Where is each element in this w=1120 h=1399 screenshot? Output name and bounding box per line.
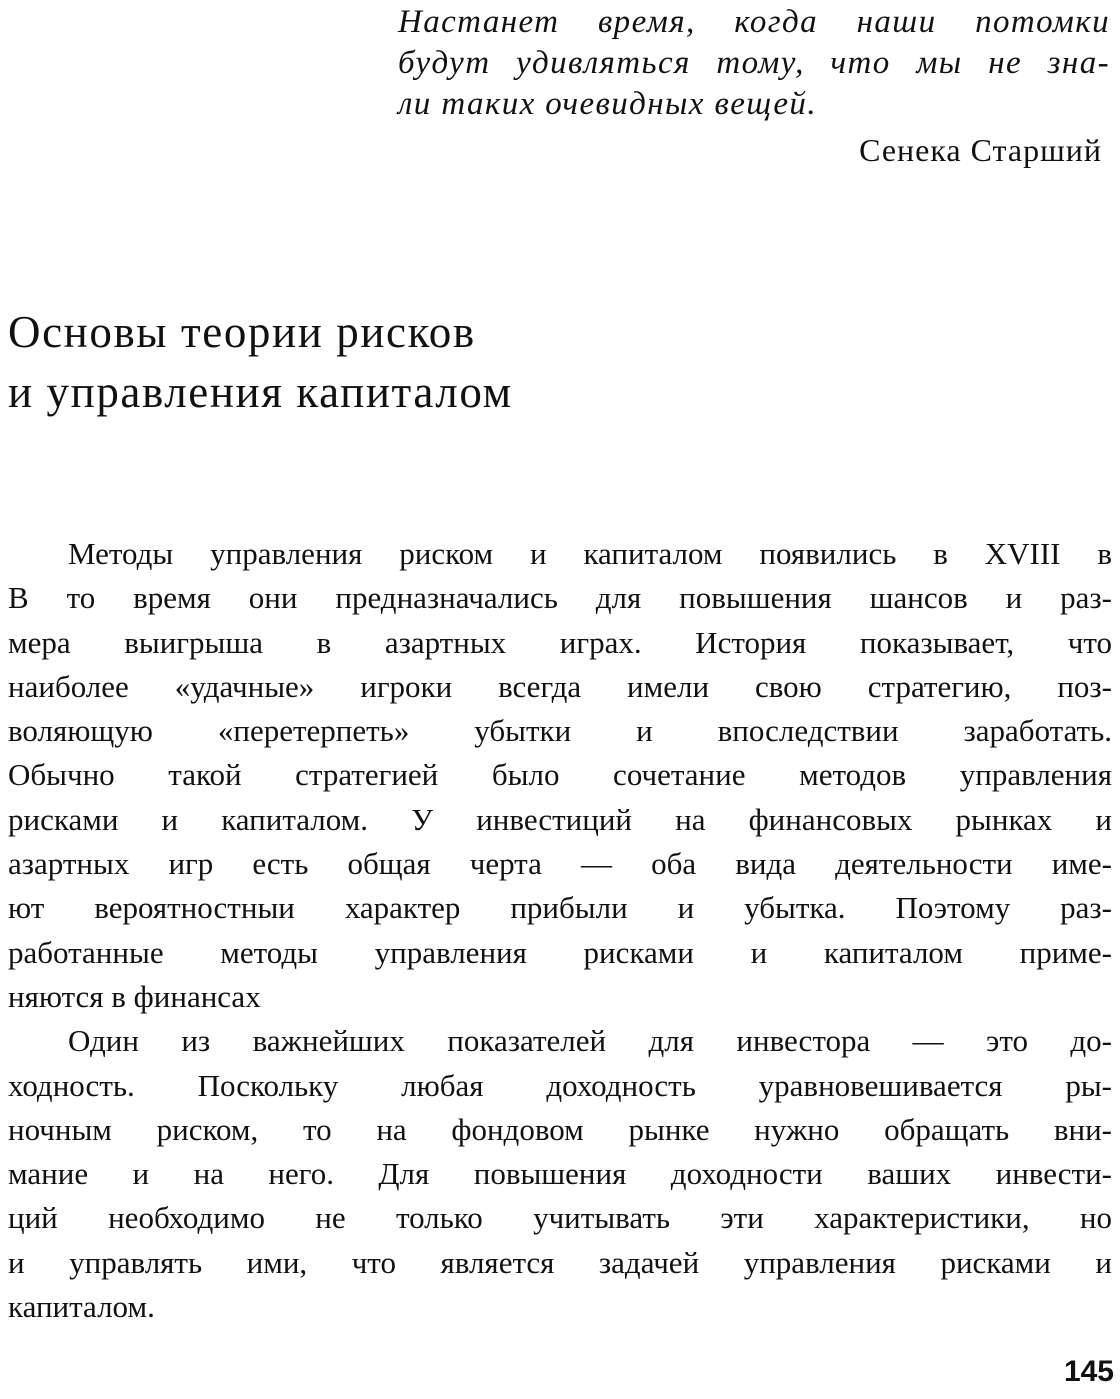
text-line: мера выигрыша в азартных играх. История показывает, что	[8, 624, 1112, 660]
text-line: В то время они предназначались для повышения шансов и раз-	[8, 580, 1112, 616]
epigraph-author: Сенека Старший	[859, 132, 1102, 168]
text-line: мание и на него. Для повышения доходности ваших инвести-	[8, 1156, 1112, 1192]
page-number: 145	[1063, 1355, 1114, 1388]
text-line: рисками и капиталом. У инвестиций на финансовых рынках и	[8, 801, 1112, 837]
text-line: азартных игр есть общая черта — оба вида деятельности име-	[8, 846, 1112, 882]
text-line: ночным риском, то на фондовом рынке нужно обращать вни-	[8, 1111, 1112, 1147]
text-line: капиталом.	[8, 1289, 155, 1325]
text-line: наиболее «удачные» игроки всегда имели свою стратегию, поз-	[8, 668, 1112, 704]
text-line: Один из важнейших показателей для инвестора — это до-	[68, 1023, 1112, 1059]
text-line: ют вероятностныи характер прибыли и убытка. Поэтому раз-	[8, 890, 1112, 926]
text-line: няются в финансах	[8, 978, 261, 1014]
text-line: Обычно такой стратегией было сочетание методов управления	[8, 757, 1112, 793]
chapter-title-line: и управления капиталом	[8, 367, 513, 417]
epigraph-line: Настанет время, когда наши потомки	[398, 4, 1110, 40]
chapter-title-line: Основы теории рисков	[8, 307, 476, 357]
chapter-title	[8, 302, 513, 422]
text-line: работанные методы управления рисками и капиталом приме-	[8, 934, 1112, 970]
text-line: Методы управления риском и капиталом появились в XVIII в	[68, 536, 1112, 571]
epigraph-line: ли таких очевидных вещей.	[398, 86, 817, 122]
epigraph-line: будут удивляться тому, что мы не зна-	[398, 45, 1110, 81]
text-line: ходность. Поскольку любая доходность уравновешивается ры-	[8, 1067, 1112, 1103]
epigraph	[398, 2, 1110, 168]
text-line: и управлять ими, что является задачей управления рисками и	[8, 1244, 1112, 1280]
paragraph-1	[8, 532, 1112, 1019]
body-text	[8, 532, 1112, 1329]
text-line: ций необходимо не только учитывать эти характеристики, но	[8, 1200, 1112, 1236]
text-line: воляющую «перетерпеть» убытки и впоследствии заработать.	[8, 713, 1112, 749]
paragraph-2	[8, 1019, 1112, 1329]
